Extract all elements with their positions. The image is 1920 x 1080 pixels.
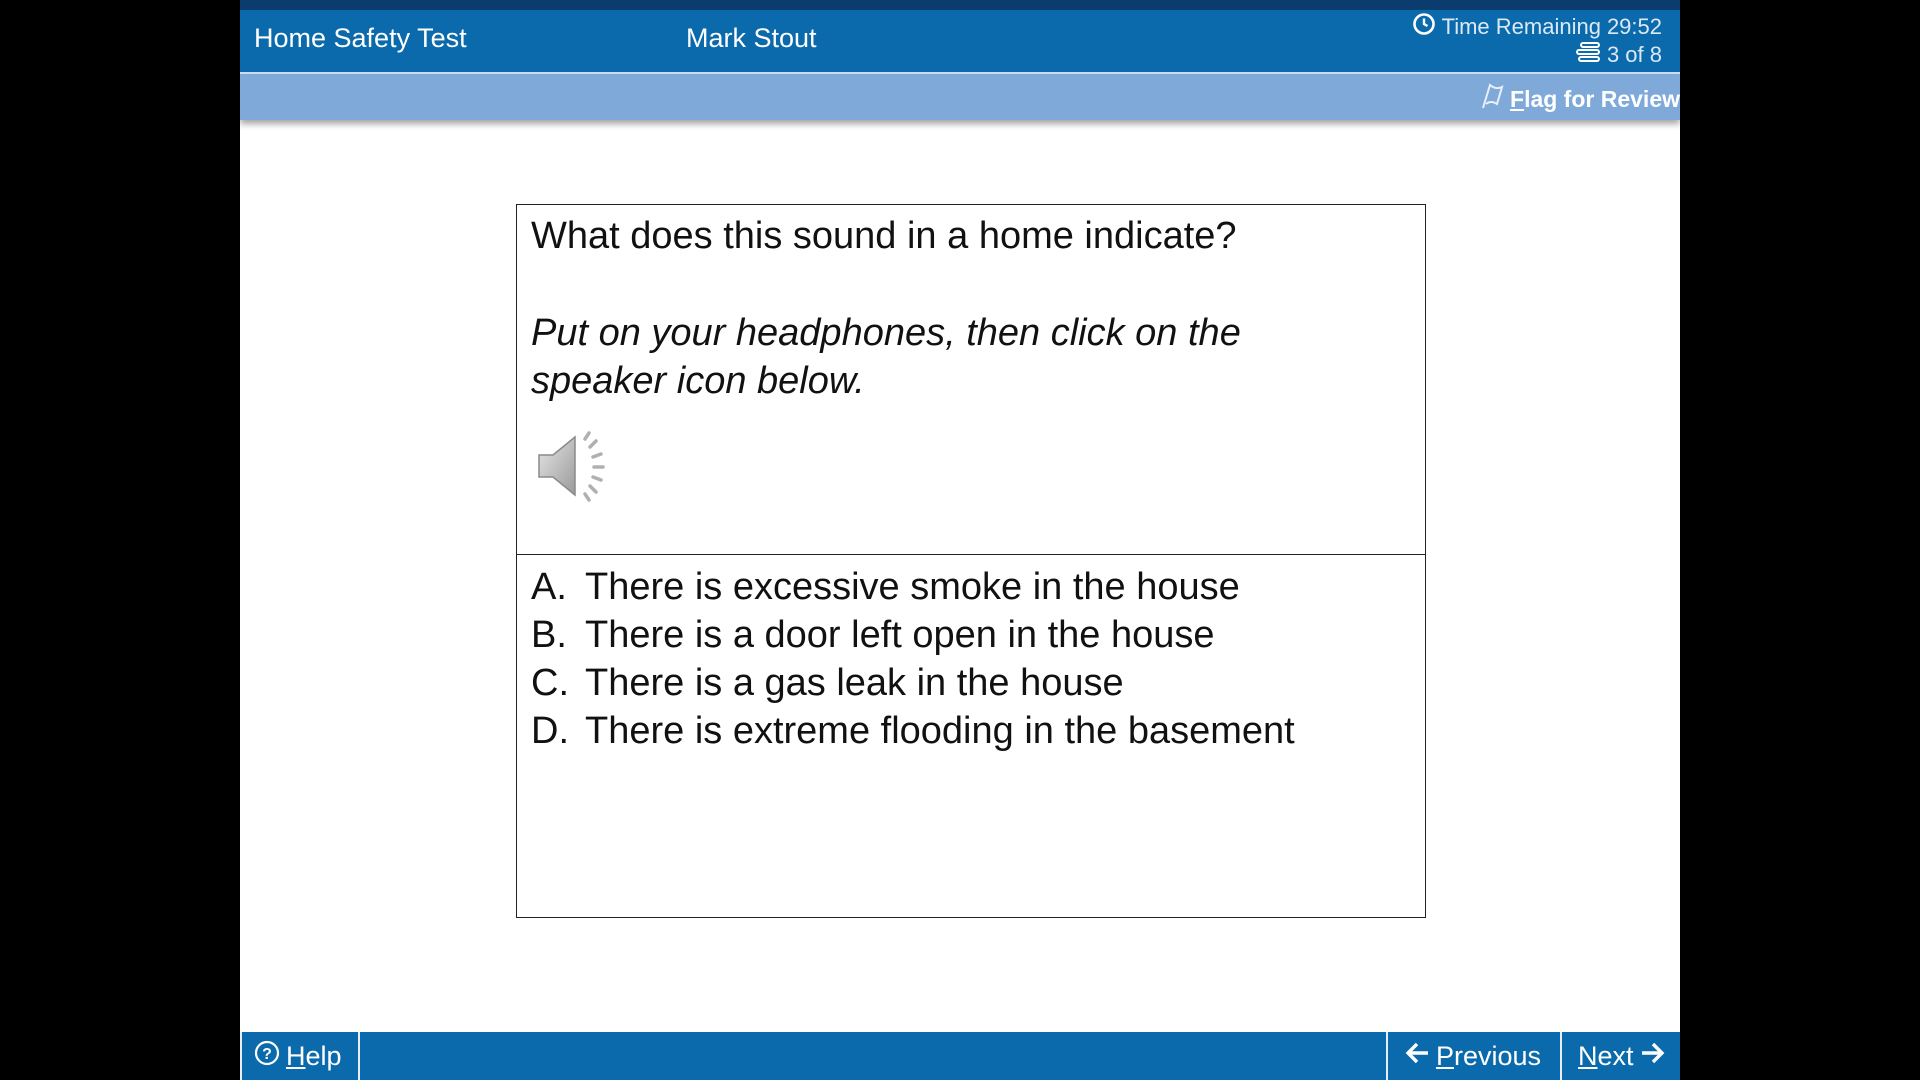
option-c[interactable] — [531, 659, 1295, 707]
clock-icon — [1412, 12, 1436, 42]
previous-label: revious — [1454, 1040, 1542, 1071]
question-progress — [1575, 42, 1662, 68]
help-accelerator: H — [286, 1040, 306, 1071]
footer-divider — [358, 1032, 360, 1080]
header-bar — [240, 10, 1680, 72]
top-border — [240, 0, 1680, 10]
question-instruction: Put on your headphones, then click on the speaker icon below. — [531, 312, 1241, 402]
option-text: There is extreme flooding in the basement — [585, 710, 1295, 752]
help-button[interactable] — [254, 1032, 342, 1080]
footer-bar — [240, 1032, 1680, 1080]
exam-screen — [240, 0, 1680, 1080]
answer-panel — [516, 554, 1426, 918]
previous-button[interactable] — [1404, 1032, 1541, 1080]
option-text: There is a door left open in the house — [585, 614, 1215, 656]
answer-options — [531, 563, 1295, 755]
review-bar — [240, 74, 1680, 120]
option-b[interactable] — [531, 611, 1295, 659]
question-text: What does this sound in a home indicate? — [531, 215, 1237, 257]
next-button[interactable] — [1578, 1032, 1666, 1080]
flag-for-review-button[interactable] — [1480, 82, 1680, 116]
next-label: ext — [1597, 1040, 1634, 1071]
help-icon — [254, 1040, 280, 1073]
question-panel — [516, 204, 1426, 554]
option-text: There is excessive smoke in the house — [585, 566, 1240, 608]
test-title: Home Safety Test — [254, 23, 467, 53]
footer-divider — [240, 1032, 242, 1080]
question-list-icon — [1575, 42, 1603, 68]
arrow-left-icon — [1404, 1041, 1430, 1072]
option-d[interactable] — [531, 707, 1295, 755]
option-letter: B. — [531, 614, 567, 656]
timer-label: Time Remaining — [1441, 14, 1601, 39]
option-letter: C. — [531, 662, 569, 704]
timer-value: 29:52 — [1606, 14, 1662, 39]
footer-divider — [1560, 1032, 1562, 1080]
option-letter: A. — [531, 566, 567, 608]
flag-icon — [1480, 82, 1506, 116]
footer-divider — [1386, 1032, 1388, 1080]
option-letter: D. — [531, 710, 569, 752]
candidate-name: Mark Stout — [686, 23, 817, 53]
time-remaining — [1412, 12, 1662, 42]
next-accelerator: N — [1578, 1040, 1598, 1071]
help-label: elp — [305, 1040, 342, 1071]
flag-accelerator: F — [1510, 85, 1525, 112]
flag-label: lag for Review — [1524, 85, 1680, 112]
speaker-icon[interactable] — [535, 429, 615, 505]
previous-accelerator: P — [1436, 1040, 1455, 1071]
svg-text:?: ? — [262, 1045, 272, 1063]
option-a[interactable] — [531, 563, 1295, 611]
arrow-right-icon — [1640, 1041, 1666, 1072]
progress-text: 3 of 8 — [1606, 42, 1662, 67]
option-text: There is a gas leak in the house — [585, 662, 1124, 704]
